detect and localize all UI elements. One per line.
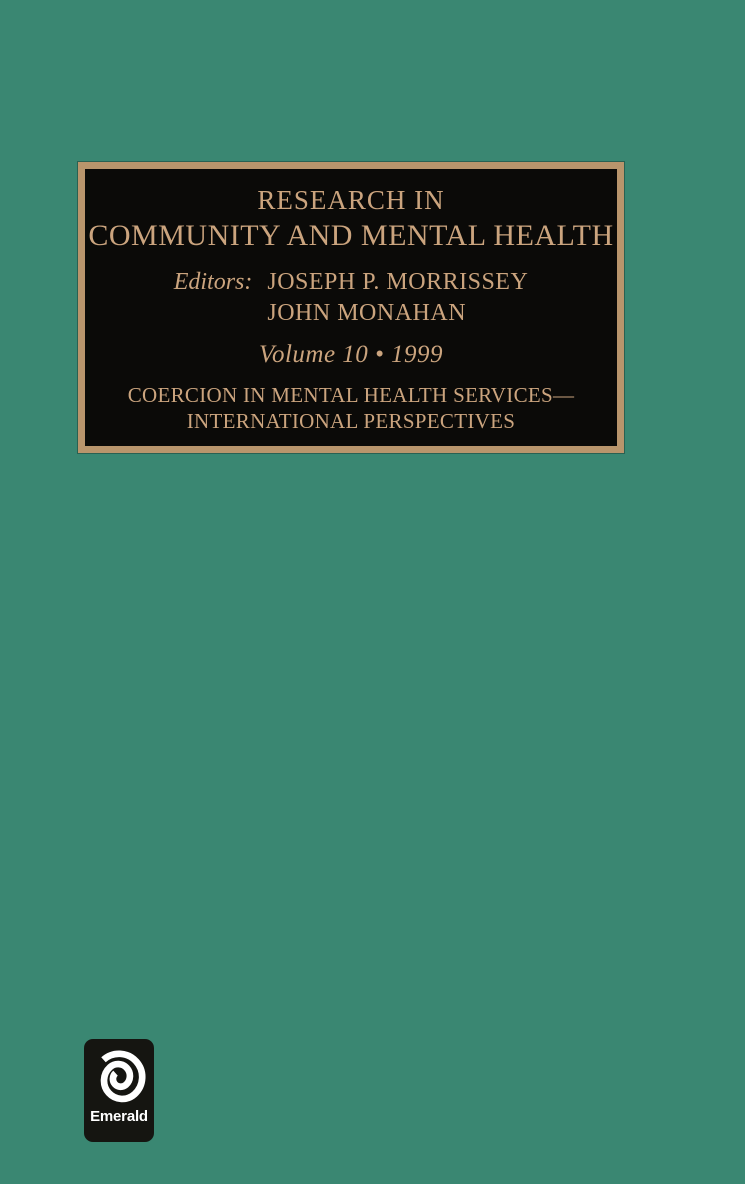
volume-subtitle xyxy=(128,382,575,436)
editor-name-1: JOSEPH P. MORRISSEY xyxy=(267,269,529,296)
publisher-name: Emerald xyxy=(90,1108,148,1125)
editors-label: Editors: xyxy=(173,269,253,296)
volume-subtitle-line1: COERCION IN MENTAL HEALTH SERVICES— xyxy=(127,382,575,407)
volume-subtitle-line2: INTERNATIONAL PERSPECTIVES xyxy=(186,409,516,434)
editors-names xyxy=(267,267,528,329)
publisher-logo xyxy=(84,1039,154,1142)
editors-block xyxy=(174,267,529,329)
volume-year: Volume 10 • 1999 xyxy=(258,340,444,368)
emerald-spiral-icon xyxy=(90,1045,148,1109)
editor-name-2: JOHN MONAHAN xyxy=(267,300,467,327)
series-title-line2: COMMUNITY AND MENTAL HEALTH xyxy=(88,218,614,252)
title-plaque xyxy=(78,162,624,453)
series-title-line1: RESEARCH IN xyxy=(257,185,445,215)
